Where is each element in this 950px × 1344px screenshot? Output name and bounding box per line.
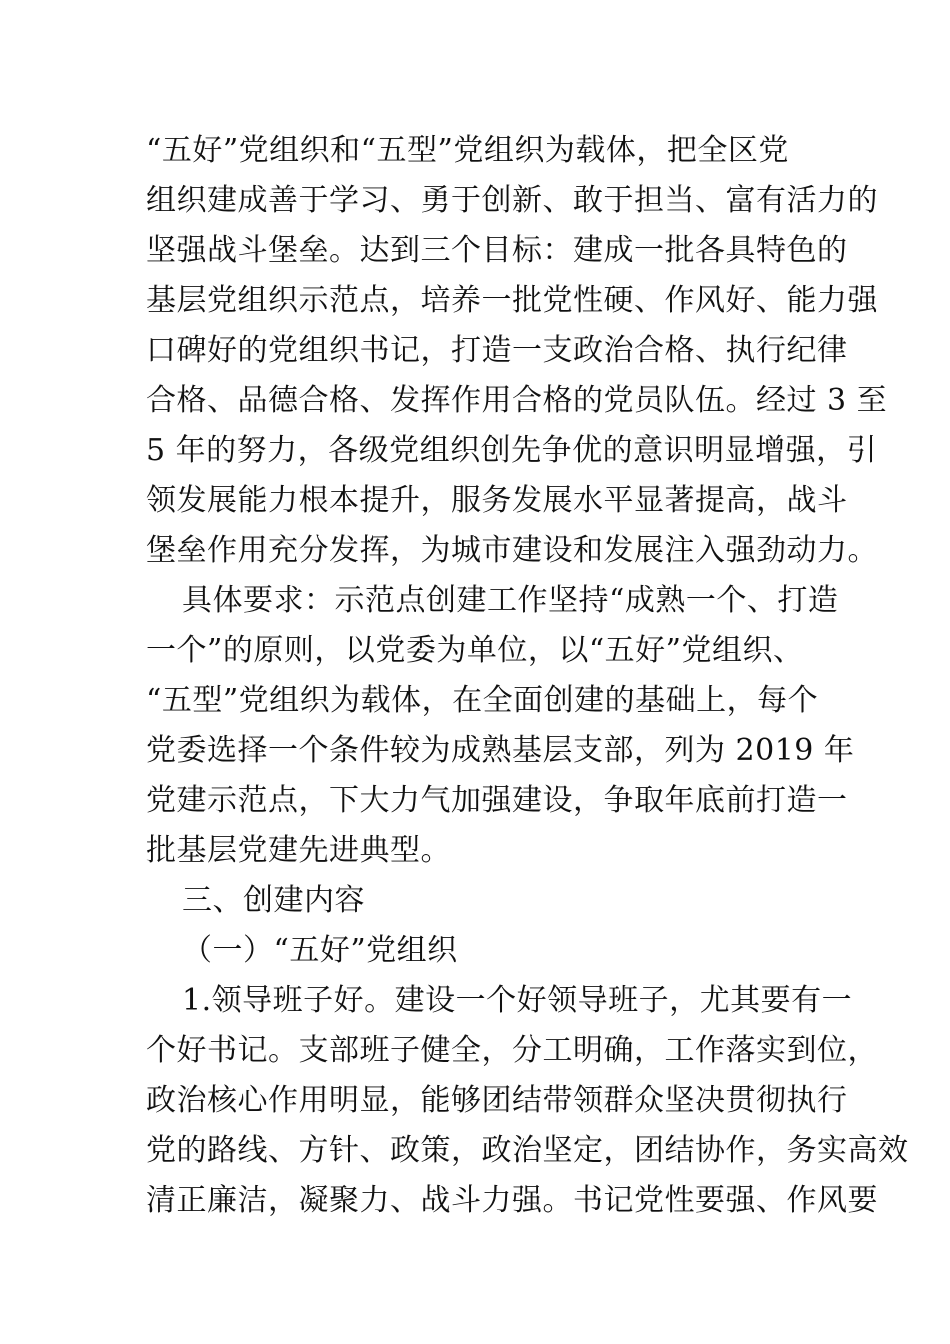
text-line: 一个”的原则，以党委为单位，以“五好”党组织、 xyxy=(146,633,804,668)
text-line: 口碑好的党组织书记，打造一支政治合格、执行纪律 xyxy=(146,333,848,368)
subsection-heading: （一）“五好”党组织 xyxy=(182,933,458,968)
text-line: 5 年的努力，各级党组织创先争优的意识明显增强，引 xyxy=(146,433,878,468)
text-line: 坚强战斗堡垒。达到三个目标：建成一批各具特色的 xyxy=(146,233,848,268)
text-line: 组织建成善于学习、勇于创新、敢于担当、富有活力的 xyxy=(146,183,878,218)
text-line: 领发展能力根本提升，服务发展水平显著提高，战斗 xyxy=(146,483,848,518)
text-line: 个好书记。支部班子健全，分工明确，工作落实到位， xyxy=(146,1033,878,1068)
text-line: 党的路线、方针、政策，政治坚定，团结协作，务实高效 xyxy=(146,1133,909,1168)
text-line: 批基层党建先进典型。 xyxy=(146,833,451,868)
paragraph-start-line: 1.领导班子好。建设一个好领导班子，尤其要有一 xyxy=(182,983,853,1018)
text-line: 清正廉洁，凝聚力、战斗力强。书记党性要强、作风要 xyxy=(146,1183,878,1218)
text-line: 堡垒作用充分发挥，为城市建设和发展注入强劲动力。 xyxy=(146,533,878,568)
text-line: 基层党组织示范点，培养一批党性硬、作风好、能力强 xyxy=(146,283,878,318)
text-line: 政治核心作用明显，能够团结带领群众坚决贯彻执行 xyxy=(146,1083,848,1118)
text-line: “五好”党组织和“五型”党组织为载体，把全区党 xyxy=(146,133,789,168)
text-line: 党建示范点，下大力气加强建设，争取年底前打造一 xyxy=(146,783,848,818)
section-heading: 三、创建内容 xyxy=(182,883,365,918)
text-line: 党委选择一个条件较为成熟基层支部，列为 2019 年 xyxy=(146,733,855,768)
text-line: “五型”党组织为载体，在全面创建的基础上，每个 xyxy=(146,683,819,718)
paragraph-start-line: 具体要求：示范点创建工作坚持“成熟一个、打造 xyxy=(182,583,839,618)
text-line: 合格、品德合格、发挥作用合格的党员队伍。经过 3 至 xyxy=(146,383,888,418)
